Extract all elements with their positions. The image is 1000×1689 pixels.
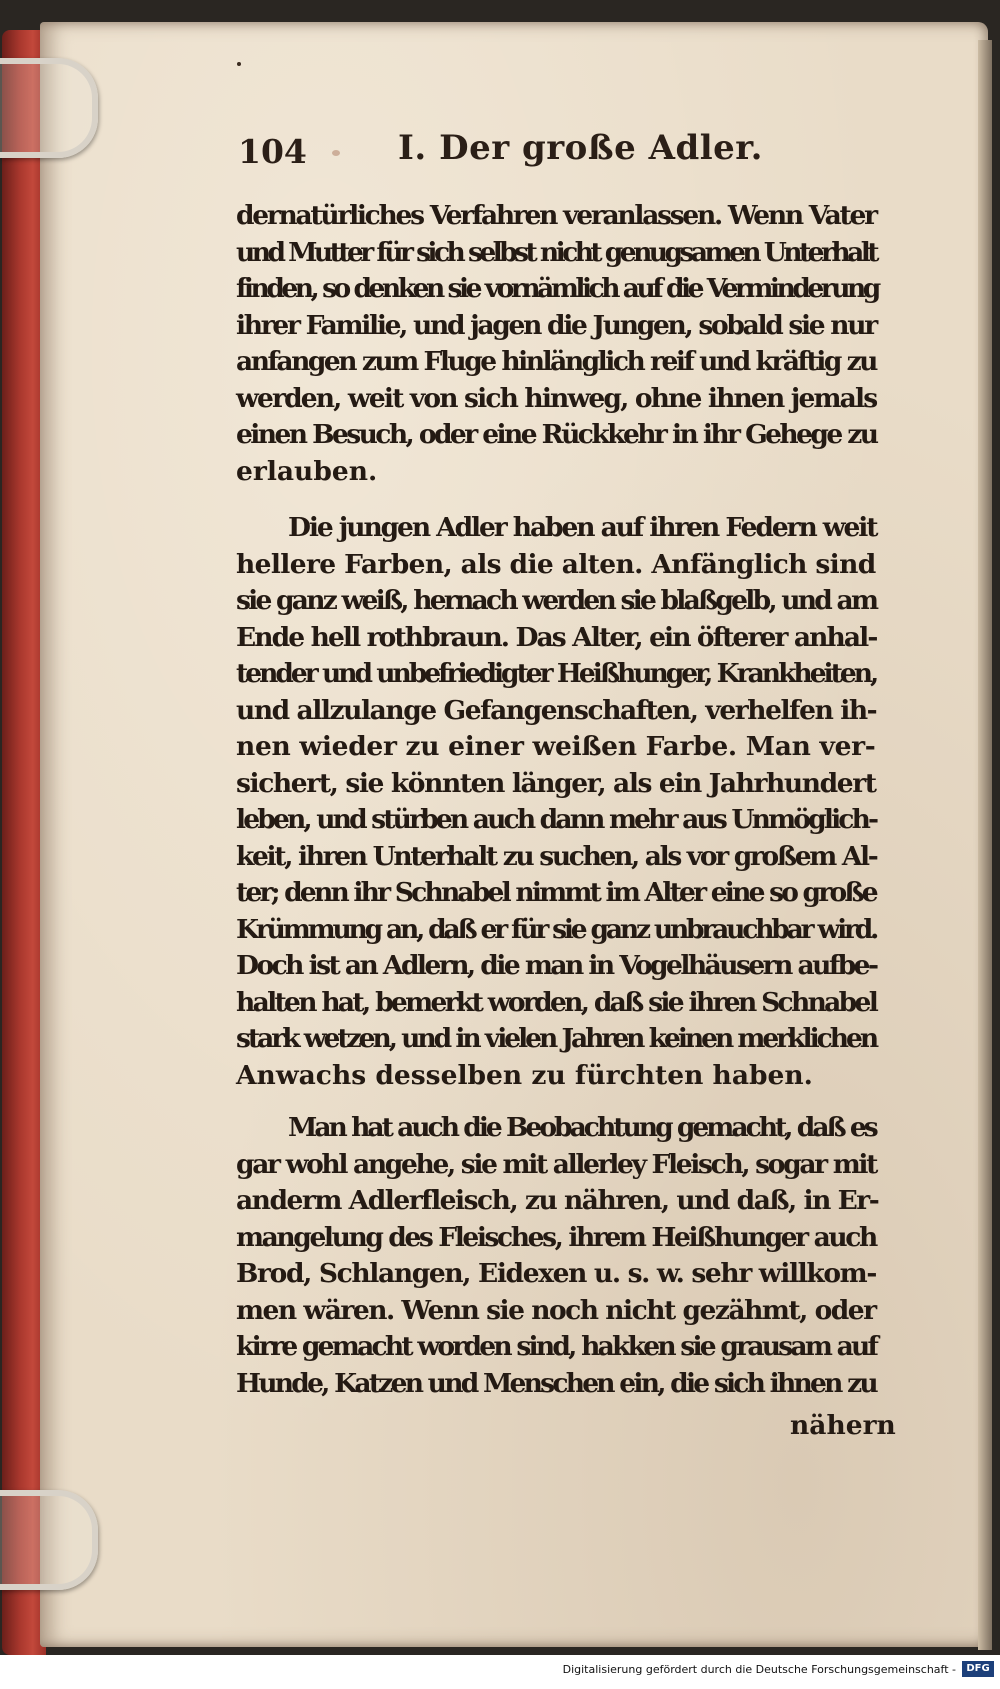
text-line: anfangen zum Fluge hinlänglich reif und kräftig zu: [236, 346, 876, 377]
paragraph-3: [236, 1110, 879, 1402]
text-line: tender und unbefriedigter Heißhunger, Krankheiten,: [236, 658, 877, 689]
text-line: sichert, sie könnten länger, als ein Jahrhundert: [236, 767, 876, 799]
paragraph-2: [236, 510, 876, 1094]
text-line: finden, so denken sie vornämlich auf die Verminderung: [236, 273, 878, 304]
text-line: Hunde, Katzen und Menschen ein, die sich ihnen zu: [236, 1367, 876, 1399]
text-line: und allzulange Gefangenschaften, verhelfen ih-: [236, 694, 877, 726]
text-line: nen wieder zu einer weißen Farbe. Man ver-: [236, 731, 876, 762]
text-line: halten hat, bemerkt worden, daß sie ihren Schnabel: [236, 986, 877, 1018]
text-line: einen Besuch, oder eine Rückkehr in ihr Gehege zu: [236, 419, 877, 450]
text-line: Krümmung an, daß er für sie ganz unbrauchbar wird.: [236, 913, 877, 945]
catchword: nähern: [790, 1410, 896, 1441]
text-line: Ende hell rothbraun. Das Alter, ein öfterer anhal-: [236, 621, 877, 653]
paragraph-1: [236, 198, 876, 490]
text-line: dernatürliches Verfahren veranlassen. Wenn Vater: [236, 200, 876, 231]
text-line: leben, und stürben auch dann mehr aus Unmöglich-: [236, 804, 877, 835]
text-line: gar wohl angehe, sie mit allerley Fleisch, sogar mit: [236, 1148, 877, 1180]
dfg-logo-icon: DFG: [962, 1661, 994, 1677]
text-line: ihrer Familie, und jagen die Jungen, sobald sie nur: [236, 309, 876, 341]
text-line: Anwachs desselben zu fürchten haben.: [236, 1059, 813, 1091]
text-line: men wären. Wenn sie noch nicht gezähmt, oder: [236, 1294, 876, 1326]
text-line: hellere Farben, als die alten. Anfänglich sind: [236, 548, 876, 580]
text-line: Die jungen Adler haben auf ihren Federn weit: [288, 512, 877, 543]
text-line: anderm Adlerfleisch, zu nähren, und daß, in Er-: [236, 1185, 879, 1216]
text-line: erlauben.: [236, 455, 378, 487]
running-head: I. Der große Adler.: [398, 128, 763, 168]
text-line: und Mutter für sich selbst nicht genugsamen Unterhalt: [236, 236, 876, 268]
text-line: kirre gemacht worden sind, hakken sie grausam auf: [236, 1331, 877, 1362]
footer-credit: Digitalisierung gefördert durch die Deutsche Forschungsgemeinschaft -: [562, 1663, 956, 1676]
text-line: ter; denn ihr Schnabel nimmt im Alter eine so große: [236, 877, 876, 908]
page-clip-top: [0, 58, 98, 158]
text-line: Brod, Schlangen, Eidexen u. s. w. sehr willkom-: [236, 1258, 876, 1289]
page-clip-bottom: [0, 1490, 98, 1590]
text-line: mangelung des Fleisches, ihrem Heißhunger auch: [236, 1221, 876, 1253]
text-line: Doch ist an Adlern, die man in Vogelhäusern aufbe-: [236, 950, 877, 981]
text-line: werden, weit von sich hinweg, ohne ihnen jemals: [236, 382, 877, 414]
text-line: stark wetzen, und in vielen Jahren keinen merklichen: [236, 1023, 877, 1054]
page-header: [238, 128, 878, 178]
text-line: Man hat auch die Beobachtung gemacht, daß es: [288, 1112, 876, 1143]
text-line: sie ganz weiß, hernach werden sie blaßgelb, und am: [236, 585, 877, 616]
digitization-footer: [0, 1655, 1000, 1689]
page-number: 104: [238, 132, 307, 171]
text-line: keit, ihren Unterhalt zu suchen, als vor großem Al-: [236, 840, 877, 872]
ink-speck: [237, 62, 241, 66]
page-edge-shadow: [978, 40, 992, 1650]
